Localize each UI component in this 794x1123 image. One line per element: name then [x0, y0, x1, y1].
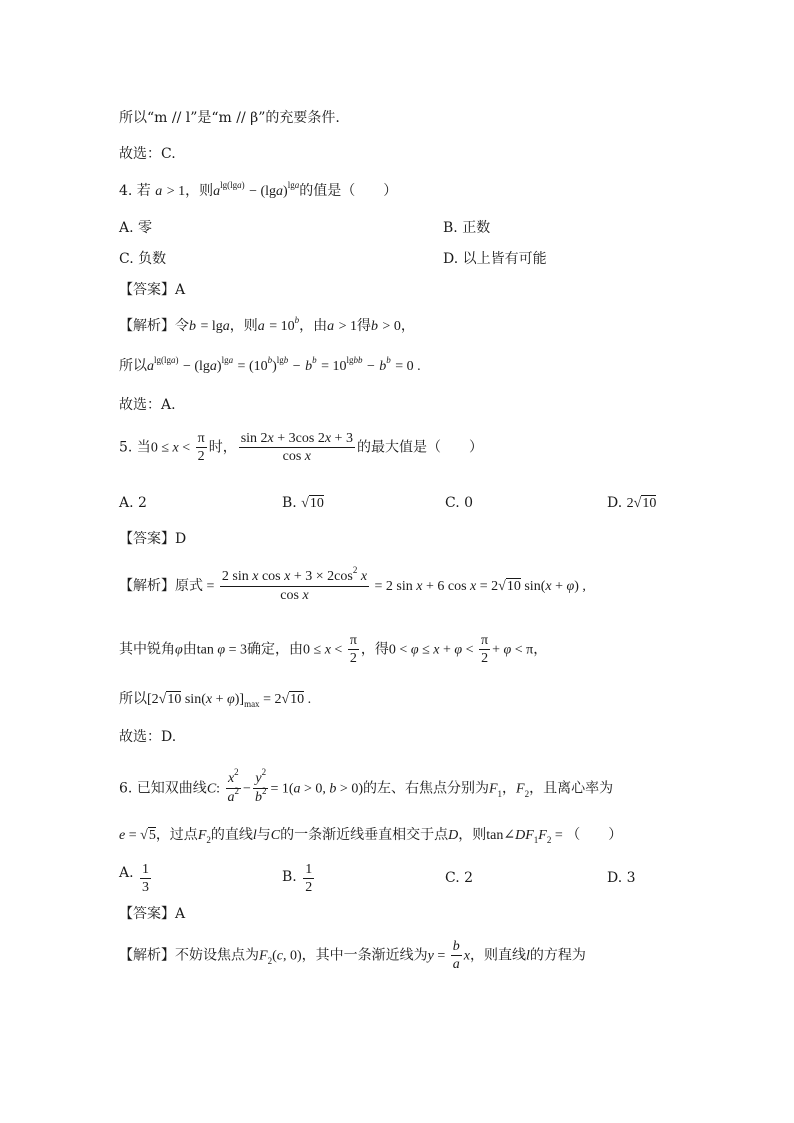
q4-stem: 4. 若 a > 1，则$a^{lg(lga)} - (\lg a)^{lga}$的值是（ ）	[119, 180, 398, 199]
q4-analysis: 【解析】令b = lga，则$a = 10^b$，由a > 1得b > 0，	[119, 315, 415, 334]
q5-option-c: C. 0	[445, 495, 474, 511]
q3-conclusion-text: 所以“m // l”是“m // β”的充要条件.	[119, 110, 340, 126]
q5-option-d: D. 2√10	[607, 495, 657, 511]
q4-option-c: C. 负数	[119, 251, 167, 267]
q6-answer: 【答案】A	[119, 906, 186, 922]
q3-conclusion	[119, 108, 340, 128]
q3-choose: 故选：C.	[119, 146, 176, 162]
q5-answer: 【答案】D	[119, 531, 187, 547]
q4-so: 所以$a^{lg(lga)} - (\lg a)^{lga} = (10^b)^{lgb} - b^b = 10^{lgbb} - b^b = 0$ .	[119, 355, 421, 374]
q5-choose: 故选：D.	[119, 729, 177, 745]
q4-option-d: D. 以上皆有可能	[443, 251, 547, 267]
q4-answer: 【答案】A	[119, 282, 186, 298]
q5-analysis: 【解析】原式 = $\frac{2 \sin x \cos x + 3 \times 2\cos^2 x}{\text{cos x}}$ = 2 sin x + 6 cos x = 2√10 sin(x + φ) ,	[119, 565, 586, 603]
q4-option-b: B. 正数	[443, 220, 491, 236]
q4-choose: 故选：A.	[119, 397, 176, 413]
q5-option-b: B. √10	[282, 495, 324, 511]
q5-where: 其中锐角φ由tan φ = 3确定，由0 ≤ x < $\frac{\pi}{2}$ ，得0 < φ ≤ x + φ < $\frac{\pi}{2}$ + φ < π，	[119, 633, 548, 666]
q5-option-a: A. 2	[119, 495, 147, 511]
q6-analysis: 【解析】不妨设焦点为$F_2(c$, 0)，其中一条渐近线为y = $\frac{b}{a}$ x，则直线l的方程为	[119, 939, 586, 972]
q6-option-b: B. $\frac{1}{2}$	[282, 862, 313, 895]
q6-stem-line2: e = √5，过点$F_2$的直线l与C的一条渐近线垂直相交于点D，则$\tan\angle DF_1F_2$ = （ ）	[119, 827, 623, 845]
q6-option-a: A. $\frac{1}{3}$	[119, 862, 150, 895]
q6-option-d: D. 3	[607, 870, 636, 886]
q6-option-c: C. 2	[445, 870, 474, 886]
q5-stem: 5. 当0 ≤ x < $\frac{\pi}{2}$ 时， $\frac{\sin 2x + 3\cos 2x + 3}{\text{cos x}}$ 的最大值是（ ）	[119, 431, 483, 464]
q4-option-a: A. 零	[119, 220, 153, 236]
q5-so: 所以[2√10 $\sin(x + \varphi)]_{max} = 2√10$ .	[119, 691, 312, 709]
q6-stem: 6. 已知双曲线C: $\frac{x^2}{a^2}$ − $\frac{y^2}{b^2}$ = 1(a > 0, b > 0)的左、右焦点分别为$F_1$，$F_2$，且离心率为	[119, 767, 614, 805]
